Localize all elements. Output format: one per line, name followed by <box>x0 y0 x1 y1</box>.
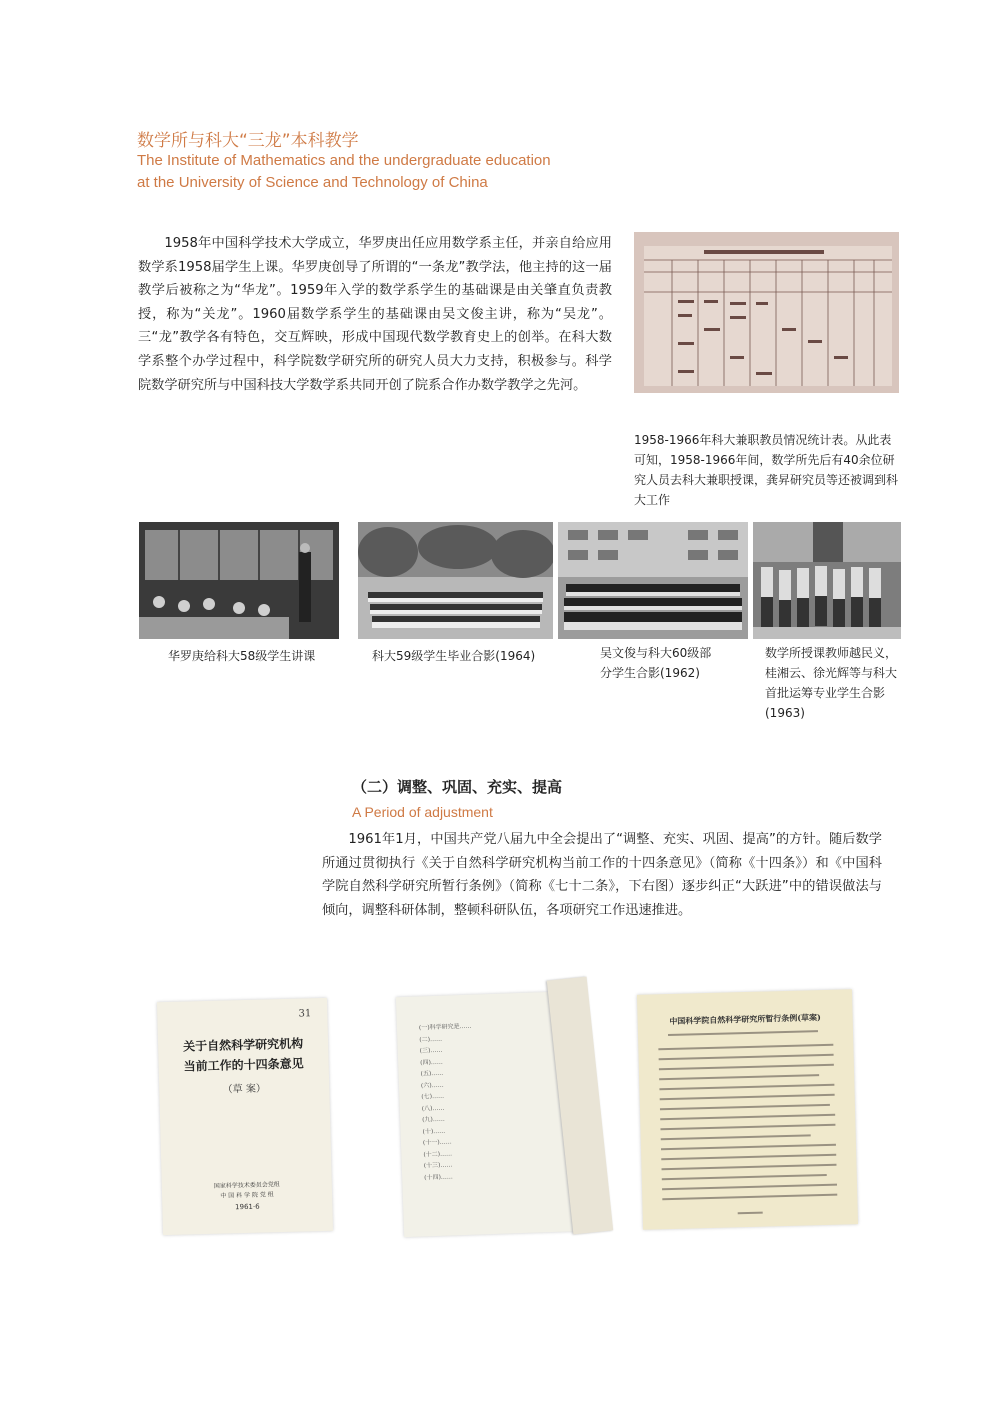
document-contents-item: (四)…… <box>420 1058 443 1066</box>
group-1962-photo <box>558 522 748 639</box>
document-title-line1: 关于自然科学研究机构 <box>182 1036 304 1054</box>
graduation-1964-photo <box>358 522 553 639</box>
seventy-two-articles-document <box>637 989 858 1230</box>
document-date: 1961·6 <box>235 1202 260 1212</box>
document-contents-item: (七)…… <box>421 1092 445 1101</box>
document-contents-item: (十二)…… <box>423 1149 453 1158</box>
subsection-title-zh: （二）调整、巩固、充实、提高 <box>352 778 563 796</box>
document-title: 中国科学院自然科学研究所暂行条例(草案) <box>669 1012 822 1027</box>
group-1963-caption: 数学所授课教师越民义，桂湘云、徐光辉等与科大首批运筹专业学生合影(1963) <box>765 646 898 720</box>
document-contents-item: (九)…… <box>422 1115 445 1124</box>
group-1962-caption: 吴文俊与科大60级部分学生合影(1962) <box>600 646 712 680</box>
staff-statistics-caption: 1958-1966年科大兼职教员情况统计表。从此表可知，1958-1966年间，数学所先后有40余位研究人员去科大兼职授课，龚昇研究员等还被调到科大工作 <box>634 433 899 507</box>
document-contents-item: (十)…… <box>422 1127 446 1135</box>
section-title-en-line2: at the University of Science and Technology of China <box>137 174 488 191</box>
document-footer-line1: 国家科学技术委员会党组 <box>213 1181 280 1190</box>
document-contents-item: (十三)…… <box>423 1161 453 1170</box>
document-page-number: 31 <box>298 1008 312 1020</box>
document-contents-item: (五)…… <box>420 1069 444 1078</box>
section-title-en-line1: The Institute of Mathematics and the undergraduate education <box>137 152 551 169</box>
document-contents-list <box>419 1017 575 1183</box>
subsection-title-en: A Period of adjustment <box>352 804 493 820</box>
staff-statistics-table-photo <box>634 232 899 393</box>
document-contents-item: (八)…… <box>421 1104 445 1112</box>
fourteen-articles-document <box>157 998 333 1235</box>
lecture-caption: 华罗庚给科大58级学生讲课 <box>168 649 316 663</box>
document-contents-item: (一)科学研究是…… <box>418 1022 472 1032</box>
document-contents-item: (三)…… <box>419 1046 443 1055</box>
section-title-zh: 数学所与科大“三龙”本科教学 <box>137 131 359 151</box>
lecture-photo <box>139 522 339 639</box>
group-1963-photo <box>753 522 901 639</box>
document-footer-line2: 中 国 科 学 院 党 组 <box>220 1191 274 1200</box>
document-contents-item: (二)…… <box>419 1035 443 1044</box>
document-contents-item: (十四)…… <box>424 1172 453 1181</box>
adjustment-paragraph: 1961年1月，中国共产党八届九中全会提出了“调整、充实、巩固、提高”的方针。随后数学所通过贯彻执行《关于自然科学研究机构当前工作的十四条意见》（简称《十四条》）和《中国科学院自然科学研究所暂行条例》（简称《七十二条》，下右图）逐步纠正“大跃进”中的错误做法与倾向，调整科研体制，整顿科研队伍，各项研究工作迅速推进。 <box>322 832 882 918</box>
document-title-line2: 当前工作的十四条意见 <box>183 1056 304 1074</box>
section-title-en <box>137 150 697 194</box>
document-draft-label: （草 案） <box>222 1083 267 1096</box>
intro-paragraph: 1958年中国科学技术大学成立，华罗庚出任应用数学系主任，并亲自给应用数学系1958届学生上课。华罗庚创导了所谓的“一条龙”教学法，他主持的这一届教学后被称之为“华龙”。1959年入学的数学系学生的基础课是由关肇直负责教授，称为“关龙”。1960届数学系学生的基础课由吴文俊主讲，称为“吴龙”。三“龙”教学各有特色，交互辉映，形成中国现代数学教育史上的创举。在科大数学系整个办学过程中，科学院数学研究所的研究人员大力支持，积极参与。科学院数学研究所与中国科技大学数学系共同开创了院系合作办数学教学之先河。 <box>138 236 612 393</box>
document-contents-item: (六)…… <box>420 1081 444 1089</box>
graduation-1964-caption: 科大59级学生毕业合影(1964) <box>372 649 536 663</box>
document-contents-item: (十一)…… <box>422 1138 452 1147</box>
